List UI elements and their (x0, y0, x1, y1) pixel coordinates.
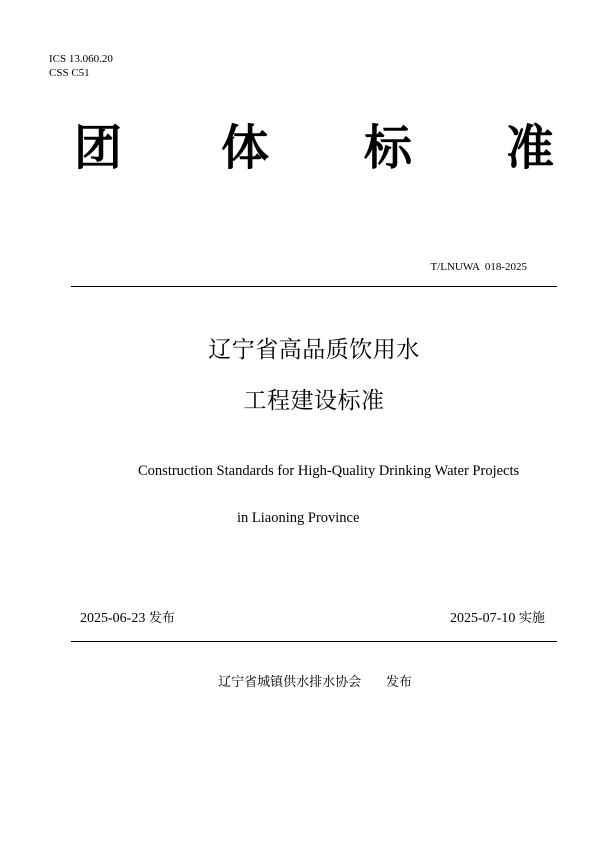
title-en-line-2: in Liaoning Province (237, 510, 360, 526)
bottom-divider (71, 641, 557, 642)
implement-date-value: 2025-07-10 (450, 611, 516, 626)
publisher-name: 辽宁省城镇供水排水协会 (218, 675, 362, 690)
header-char-4: 准 (506, 120, 555, 176)
header-char-3: 标 (364, 120, 413, 176)
title-cn-line-2: 工程建设标准 (243, 388, 385, 414)
css-code: CSS C51 (49, 67, 90, 79)
standard-number: T/LNUWA 018-2025 (430, 261, 527, 273)
publish-date (80, 610, 175, 628)
title-cn-line-1: 辽宁省高品质饮用水 (208, 337, 420, 363)
header-char-1: 团 (74, 120, 123, 176)
ics-code: ICS 13.060.20 (49, 53, 113, 65)
publish-date-label: 发布 (148, 611, 175, 626)
title-en-line-1: Construction Standards for High-Quality Drinking Water Projects (138, 463, 520, 479)
publish-date-value: 2025-06-23 (80, 611, 146, 626)
top-divider (71, 286, 557, 287)
implement-date (450, 610, 545, 628)
header-char-2: 体 (221, 120, 270, 176)
publisher-label: 发布 (385, 675, 412, 690)
implement-date-label: 实施 (518, 611, 545, 626)
publisher (0, 674, 600, 692)
